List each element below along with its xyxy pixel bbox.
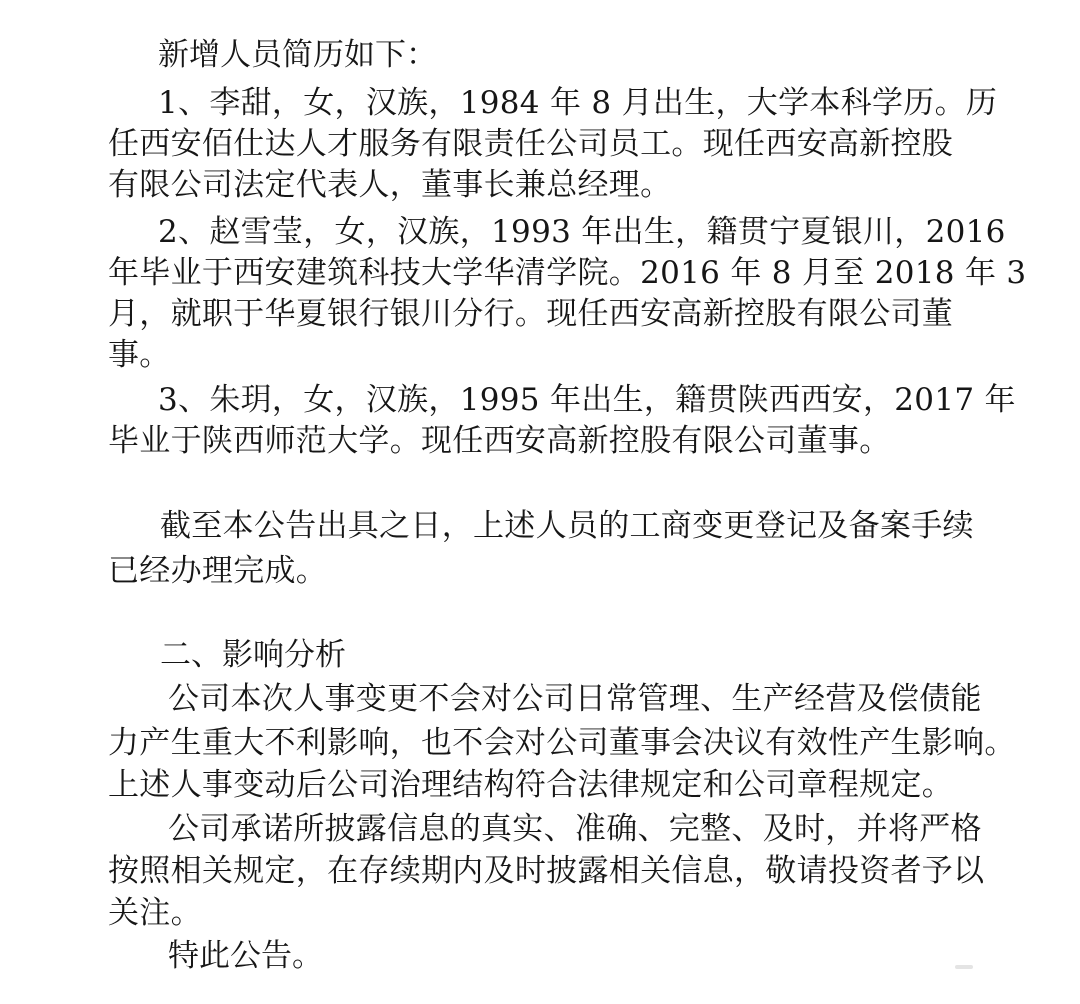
person-1-line-3: 有限公司法定代表人，董事长兼总经理。	[108, 167, 672, 203]
closing-line: 特此公告。	[168, 938, 323, 974]
completion-line-2: 已经办理完成。	[108, 553, 328, 589]
person-1-line-1: 1、李甜，女，汉族，1984 年 8 月出生，大学本科学历。历	[158, 85, 998, 121]
person-2-line-3: 月，就职于华夏银行银川分行。现任西安高新控股有限公司董	[108, 296, 954, 332]
section-two-heading: 二、影响分析	[160, 637, 346, 673]
person-1-line-2: 任西安佰仕达人才服务有限责任公司员工。现任西安高新控股	[108, 126, 954, 162]
impact-paragraph-1-line-1: 公司本次人事变更不会对公司日常管理、生产经营及偿债能	[168, 681, 982, 717]
impact-paragraph-1-line-2: 力产生重大不利影响，也不会对公司董事会决议有效性产生影响。	[108, 725, 1016, 761]
completion-line-1: 截至本公告出具之日，上述人员的工商变更登记及备案手续	[160, 508, 974, 544]
person-2-line-1: 2、赵雪莹，女，汉族，1993 年出生，籍贯宁夏银川，2016	[158, 214, 1006, 250]
impact-paragraph-1-line-3: 上述人事变动后公司治理结构符合法律规定和公司章程规定。	[108, 767, 954, 803]
person-2-line-4: 事。	[108, 337, 171, 373]
impact-paragraph-2-line-1: 公司承诺所披露信息的真实、准确、完整、及时，并将严格	[168, 811, 982, 847]
scan-mark	[955, 965, 973, 969]
intro-line: 新增人员简历如下：	[158, 37, 437, 73]
impact-paragraph-2-line-3: 关注。	[108, 895, 202, 931]
person-3-line-1: 3、朱玥，女，汉族，1995 年出生，籍贯陕西西安，2017 年	[158, 382, 1016, 418]
person-3-line-2: 毕业于陕西师范大学。现任西安高新控股有限公司董事。	[108, 423, 891, 459]
impact-paragraph-2-line-2: 按照相关规定，在存续期内及时披露相关信息，敬请投资者予以	[108, 853, 985, 889]
person-2-line-2: 年毕业于西安建筑科技大学华清学院。2016 年 8 月至 2018 年 3	[108, 255, 1027, 291]
